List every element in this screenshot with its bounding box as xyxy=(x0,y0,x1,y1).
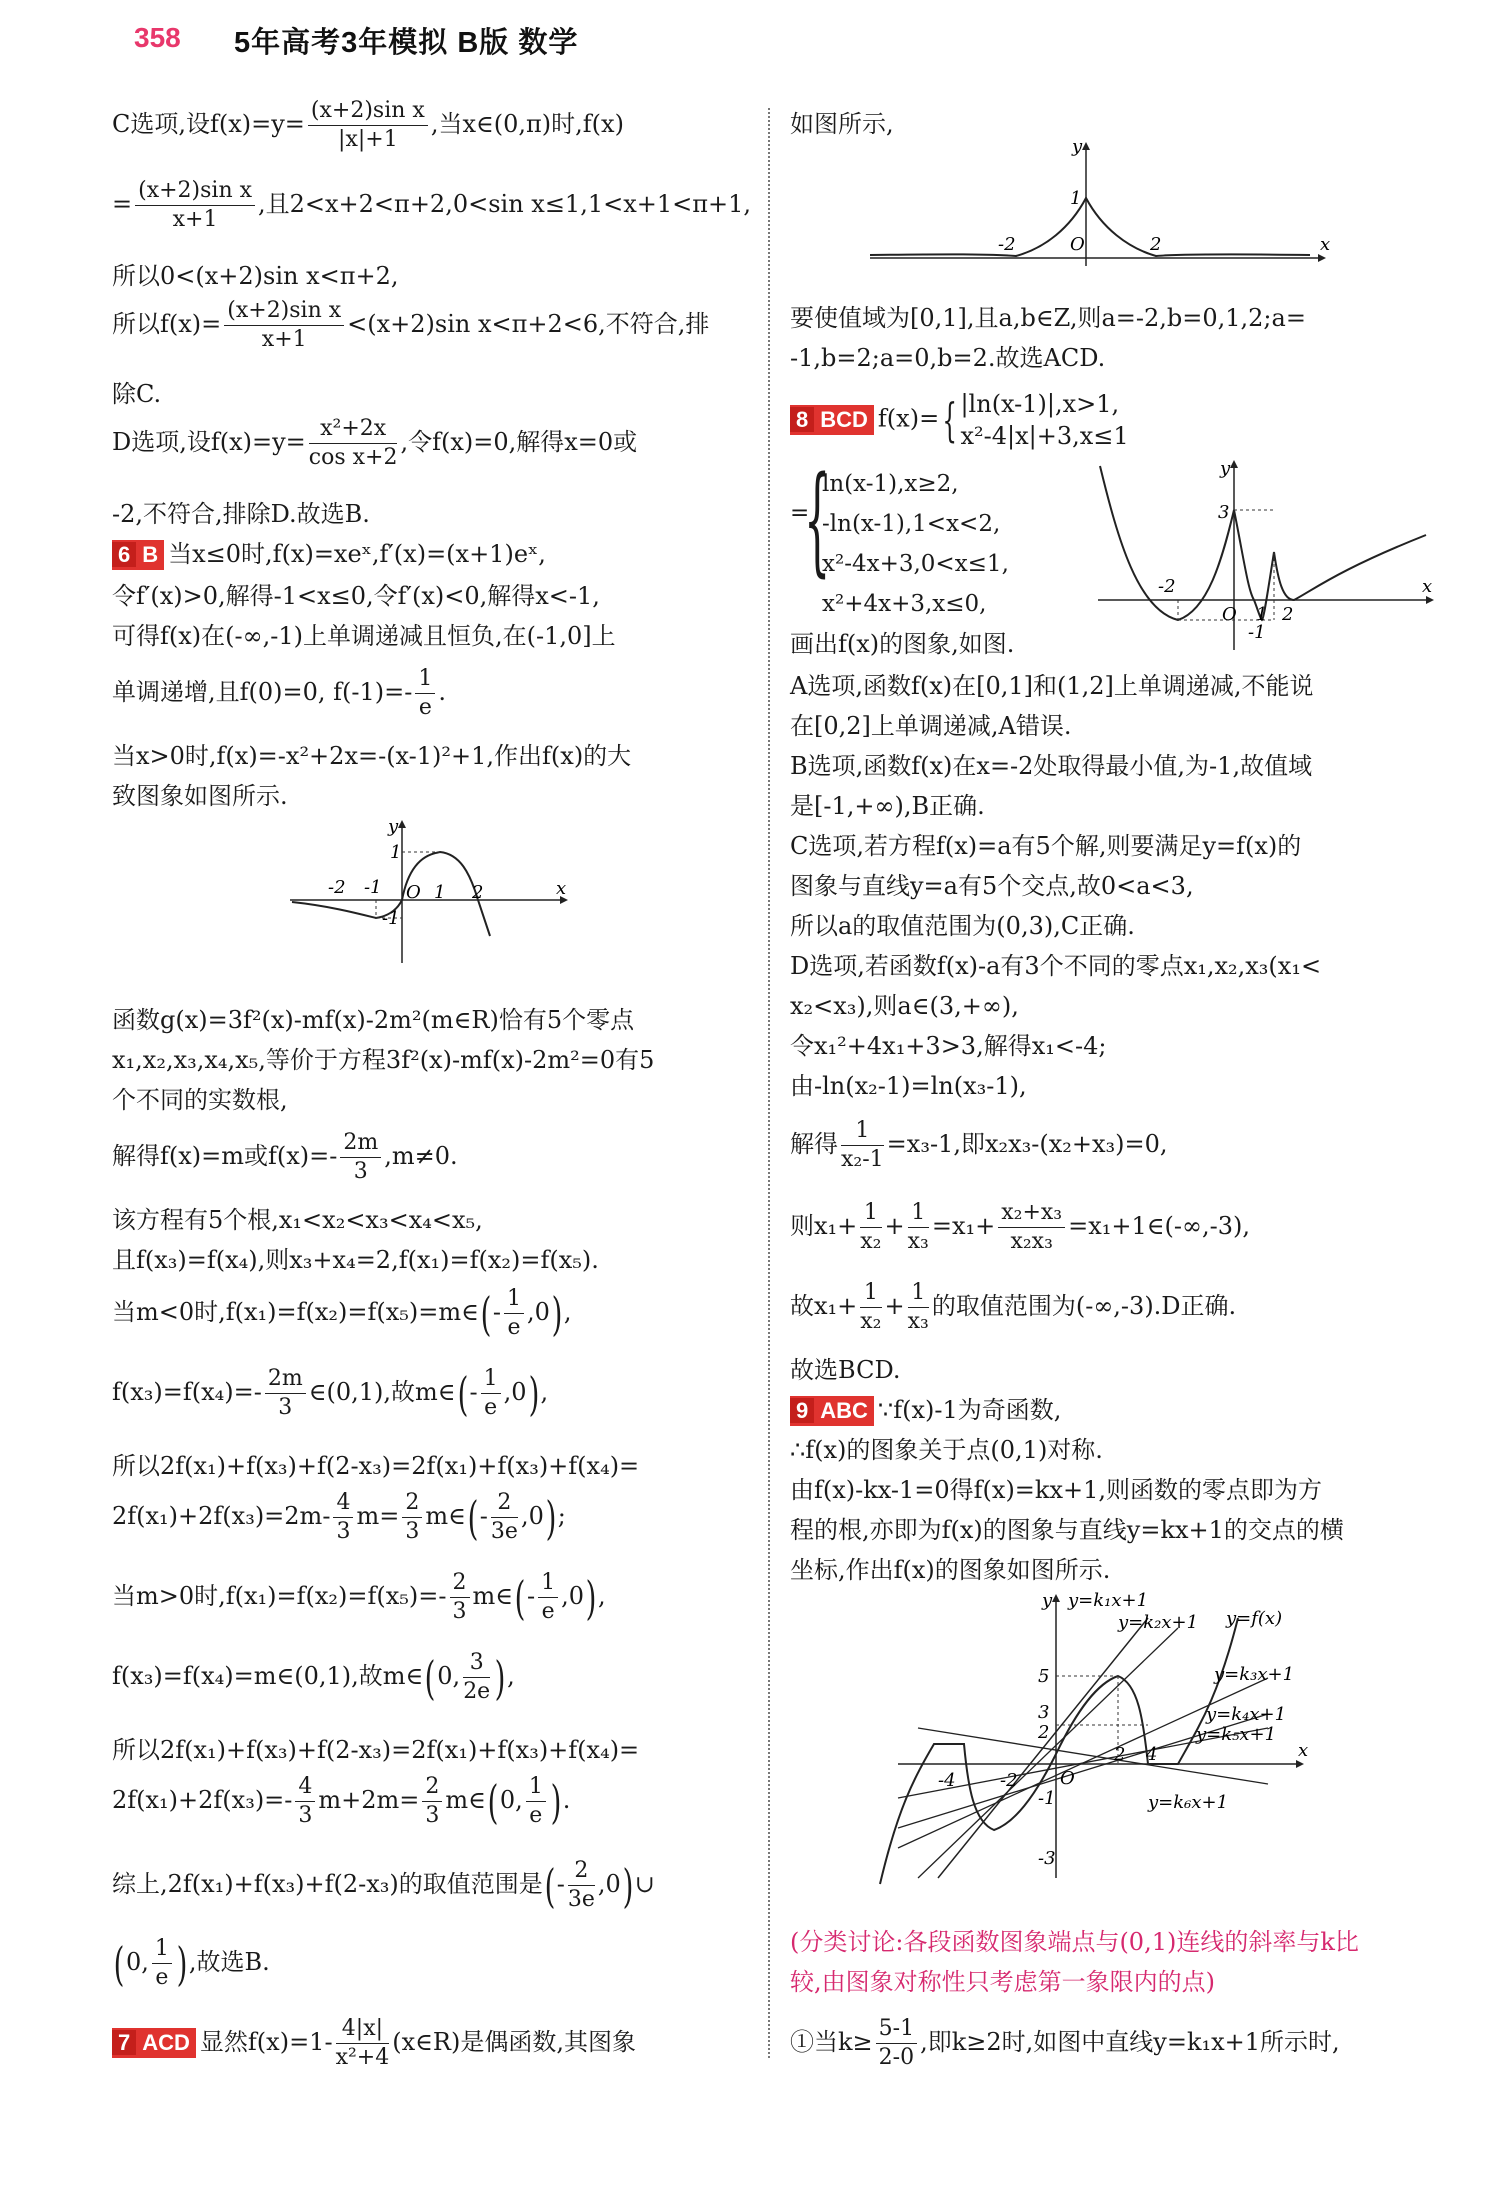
text-line: 所以2f(x₁)+f(x₃)+f(2-x₃)=2f(x₁)+f(x₃)+f(x₄)= xyxy=(112,1736,640,1764)
text-line: 在[0,2]上单调递减,A错误. xyxy=(790,712,1072,740)
answer-badge: 8 BCD xyxy=(790,405,874,435)
fig3-y-label: y xyxy=(1220,460,1231,479)
text-line: 当x>0时,f(x)=-x²+2x=-(x-1)²+1,作出f(x)的大 xyxy=(112,742,632,770)
fig1-label: 1 xyxy=(434,882,446,903)
fig4-label: -3 xyxy=(1038,1848,1056,1869)
piecewise-cases: ln(x-1),x≥2, -ln(x-1),1<x<2, x²-4x+3,0<x≤1, x²+4x+3,x≤0, xyxy=(822,471,1009,617)
text-line: D选项,设f(x)=y= $\frac{\text{x²+2x}}{\text{cos x+2}}$ ,令f(x)=0,解得x=0或 xyxy=(112,416,638,470)
answer-badge: 6 B xyxy=(112,540,164,570)
fig2-label: -2 xyxy=(998,234,1016,255)
text-line: A选项,函数f(x)在[0,1]和(1,2]上单调递减,不能说 xyxy=(790,672,1314,700)
text-line: (0, $\frac{1}{e}$ ),故选B. xyxy=(113,1936,270,1991)
text-line: 函数g(x)=3f²(x)-mf(x)-2m²(m∈R)恰有5个零点 xyxy=(112,1006,635,1034)
text-line: 图象与直线y=a有5个交点,故0<a<3, xyxy=(790,872,1194,900)
question-8-line: 8 BCD f(x)={ |ln(x-1)|,x>1, x²-4|x|+3,x≤1 xyxy=(790,388,1129,452)
text-line: 坐标,作出f(x)的图象如图所示. xyxy=(790,1556,1111,1584)
brace: { xyxy=(804,450,831,588)
fig4-label: 4 xyxy=(1146,1744,1158,1765)
text-line: -1,b=2;a=0,b=2.故选ACD. xyxy=(790,344,1106,372)
fig1-label: -1 xyxy=(364,877,382,898)
fig1-x-label: x xyxy=(556,878,567,899)
text-line: 且f(x₃)=f(x₄),则x₃+x₄=2,f(x₁)=f(x₂)=f(x₅). xyxy=(112,1246,599,1274)
page-number: 358 xyxy=(134,22,181,53)
question-6-line: 6 B 当x≤0时,f(x)=xeˣ,f′(x)=(x+1)eˣ, xyxy=(112,538,546,570)
text-line: 2f(x₁)+2f(x₃)=- $\frac{4}{3}$ m+2m= $\frac{2}{3}$ m∈(0, $\frac{1}{e}$ ). xyxy=(112,1774,571,1829)
fig4-label: 2 xyxy=(1038,1722,1050,1743)
text-line: 个不同的实数根, xyxy=(112,1086,288,1114)
text-line: 要使值域为[0,1],且a,b∈Z,则a=-2,b=0,1,2;a= xyxy=(790,304,1306,332)
fig3-label: 3 xyxy=(1218,502,1230,523)
figure-2-graph xyxy=(870,138,1330,268)
fig3-label: -1 xyxy=(1248,622,1266,643)
fig3-label: O xyxy=(1222,604,1237,625)
text-line: = $\frac{\text{(x+2)sin x}}{x+1}$ ,且2<x+2<π+2,0<sin x≤1,1<x+1<π+1, xyxy=(112,178,752,232)
text-line: 当m>0时,f(x₁)=f(x₂)=f(x₅)=- $\frac{2}{3}$ m∈(- $\frac{1}{e}$ ,0), xyxy=(112,1570,606,1625)
text-line: 解得 $\frac{1}{\text{x₂-1}}$ =x₃-1,即x₂x₃-(x₂+x₃)=0, xyxy=(790,1118,1168,1172)
fig2-x-label: x xyxy=(1320,234,1330,255)
fig4-line-label: y=k₄x+1 xyxy=(1206,1704,1287,1725)
fig4-line-label: y=k₂x+1 xyxy=(1118,1612,1199,1633)
fig4-label: -1 xyxy=(1038,1788,1056,1809)
fig4-label: O xyxy=(1060,1768,1075,1789)
fig4-curve-label: y=f(x) xyxy=(1226,1608,1283,1629)
fig1-label: -1 xyxy=(382,908,400,929)
text-line: 可得f(x)在(-∞,-1)上单调递减且恒负,在(-1,0]上 xyxy=(112,622,616,650)
note-line: 较,由图象对称性只考虑第一象限内的点) xyxy=(790,1968,1215,1996)
text-line: x₁,x₂,x₃,x₄,x₅,等价于方程3f²(x)-mf(x)-2m²=0有5 xyxy=(112,1046,655,1074)
fig4-line-label: y=k₆x+1 xyxy=(1148,1792,1229,1813)
text-line: 故x₁+ $\frac{1}{\text{x₂}}$ + $\frac{1}{\text{x₃}}$ 的取值范围为(-∞,-3).D正确. xyxy=(790,1280,1237,1334)
text-line: 单调递增,且f(0)=0, f(-1)=- $\frac{1}{e}$ . xyxy=(112,666,446,720)
fig4-label: -4 xyxy=(938,1770,956,1791)
fig4-label: -2 xyxy=(1000,1770,1018,1791)
fig3-label: 2 xyxy=(1282,604,1294,625)
figure-1-graph xyxy=(290,818,570,968)
text-line: 所以2f(x₁)+f(x₃)+f(2-x₃)=2f(x₁)+f(x₃)+f(x₄)= xyxy=(112,1452,640,1480)
answer-badge: 9 ABC xyxy=(790,1396,874,1426)
text-line: 所以a的取值范围为(0,3),C正确. xyxy=(790,912,1135,940)
fig1-label: 1 xyxy=(390,842,402,863)
text-line: -2,不符合,排除D.故选B. xyxy=(112,500,370,528)
text-line: 由-ln(x₂-1)=ln(x₃-1), xyxy=(790,1072,1027,1100)
text-line: 解得f(x)=m或f(x)=- $\frac{2m}{3}$ ,m≠0. xyxy=(112,1130,458,1184)
text-line: 所以f(x)= $\frac{\text{(x+2)sin x}}{x+1}$ <(x+2)sin x<π+2<6,不符合,排 xyxy=(112,298,710,352)
text-line: f(x₃)=f(x₄)=- $\frac{2m}{3}$ ∈(0,1),故m∈(- $\frac{1}{e}$ ,0), xyxy=(112,1366,549,1421)
figure-3-graph xyxy=(1098,460,1438,650)
text-line: ∴f(x)的图象关于点(0,1)对称. xyxy=(790,1436,1103,1464)
fig4-label: 3 xyxy=(1038,1702,1050,1723)
fig2-label: O xyxy=(1070,234,1085,255)
text-line: 所以0<(x+2)sin x<π+2, xyxy=(112,262,399,290)
fig2-y-label: y xyxy=(1072,138,1083,157)
text-line: 2f(x₁)+2f(x₃)=2m- $\frac{4}{3}$ m= $\frac{2}{3}$ m∈(- $\frac{2}{3e}$ ,0); xyxy=(112,1490,566,1545)
text-line: 程的根,亦即为f(x)的图象与直线y=kx+1的交点的横 xyxy=(790,1516,1344,1544)
fig4-line-label: y=k₅x+1 xyxy=(1196,1724,1277,1745)
fig2-label: 1 xyxy=(1070,188,1082,209)
fig3-label: -2 xyxy=(1158,576,1176,597)
text-line: 如图所示, xyxy=(790,110,894,138)
fig4-line-label: y=k₃x+1 xyxy=(1214,1664,1295,1685)
text-line: 令x₁²+4x₁+3>3,解得x₁<-4; xyxy=(790,1032,1107,1060)
text-line: ①当k≥ $\frac{5-1}{2-0}$ ,即k≥2时,如图中直线y=k₁x+1所示时, xyxy=(790,2016,1340,2070)
text-line: 除C. xyxy=(112,380,162,408)
text-line: B选项,函数f(x)在x=-2处取得最小值,为-1,故值域 xyxy=(790,752,1313,780)
fig1-label: 2 xyxy=(472,882,484,903)
fig4-line-label: y=k₁x+1 xyxy=(1068,1590,1149,1611)
text-line: D选项,若函数f(x)-a有3个不同的零点x₁,x₂,x₃(x₁< xyxy=(790,952,1322,980)
fig4-label: 2 xyxy=(1114,1744,1126,1765)
fig4-x-label: x xyxy=(1298,1740,1309,1761)
fig2-label: 2 xyxy=(1150,234,1162,255)
text-line: 综上,2f(x₁)+f(x₃)+f(2-x₃)的取值范围是(- $\frac{2}{3e}$ ,0)∪ xyxy=(112,1858,655,1913)
text-line: f(x₃)=f(x₄)=m∈(0,1),故m∈(0, $\frac{3}{2e}$ ), xyxy=(112,1650,515,1705)
fig1-label: O xyxy=(406,882,421,903)
text-line: C选项,若方程f(x)=a有5个解,则要满足y=f(x)的 xyxy=(790,832,1302,860)
text-line: 是[-1,+∞),B正确. xyxy=(790,792,985,820)
note-line: (分类讨论:各段函数图象端点与(0,1)连线的斜率与k比 xyxy=(790,1928,1359,1956)
figure-4-graph xyxy=(878,1588,1348,1888)
book-title: 5年高考3年模拟 B版 数学 xyxy=(234,27,579,59)
fig1-y-label: y xyxy=(388,818,399,837)
text-line: 则x₁+ $\frac{1}{\text{x₂}}$ + $\frac{1}{\text{x₃}}$ =x₁+ $\frac{\text{x₂+x₃}}{\text{x₂x₃}}$ =x₁+1∈(-∞,-3), xyxy=(790,1200,1250,1254)
text-line: 致图象如图所示. xyxy=(112,782,288,810)
fig3-x-label: x xyxy=(1422,576,1433,597)
text-line: 当m<0时,f(x₁)=f(x₂)=f(x₅)=m∈(- $\frac{1}{e}$ ,0), xyxy=(112,1286,572,1341)
text-line: 该方程有5个根,x₁<x₂<x₃<x₄<x₅, xyxy=(112,1206,483,1234)
question-9-line: 9 ABC ∵f(x)-1为奇函数, xyxy=(790,1394,1061,1426)
text-line: 画出f(x)的图象,如图. xyxy=(790,630,1015,658)
text-line: 故选BCD. xyxy=(790,1356,901,1384)
question-7-line: 7 ACD 显然f(x)=1- $\frac{4|x|}{\text{x²+4}}$ (x∈R)是偶函数,其图象 xyxy=(112,2018,636,2069)
equals-sign: = xyxy=(790,500,810,526)
text-line: 由f(x)-kx-1=0得f(x)=kx+1,则函数的零点即为方 xyxy=(790,1476,1323,1504)
page-header xyxy=(0,0,1512,90)
text-line: x₂<x₃),则a∈(3,+∞), xyxy=(790,992,1019,1020)
text-line: 令f′(x)>0,解得-1<x≤0,令f′(x)<0,解得x<-1, xyxy=(112,582,600,610)
answer-badge: 7 ACD xyxy=(112,2028,196,2058)
fig3-label: 1 xyxy=(1256,604,1268,625)
text-line: C选项,设f(x)=y= $\frac{\text{(x+2)sin x}}{|x|+1}$ ,当x∈(0,π)时,f(x) xyxy=(112,98,624,152)
fig4-y-label: y xyxy=(1042,1590,1053,1611)
column-divider xyxy=(768,108,770,2058)
fig1-label: -2 xyxy=(328,877,346,898)
fig4-label: 5 xyxy=(1038,1666,1050,1687)
